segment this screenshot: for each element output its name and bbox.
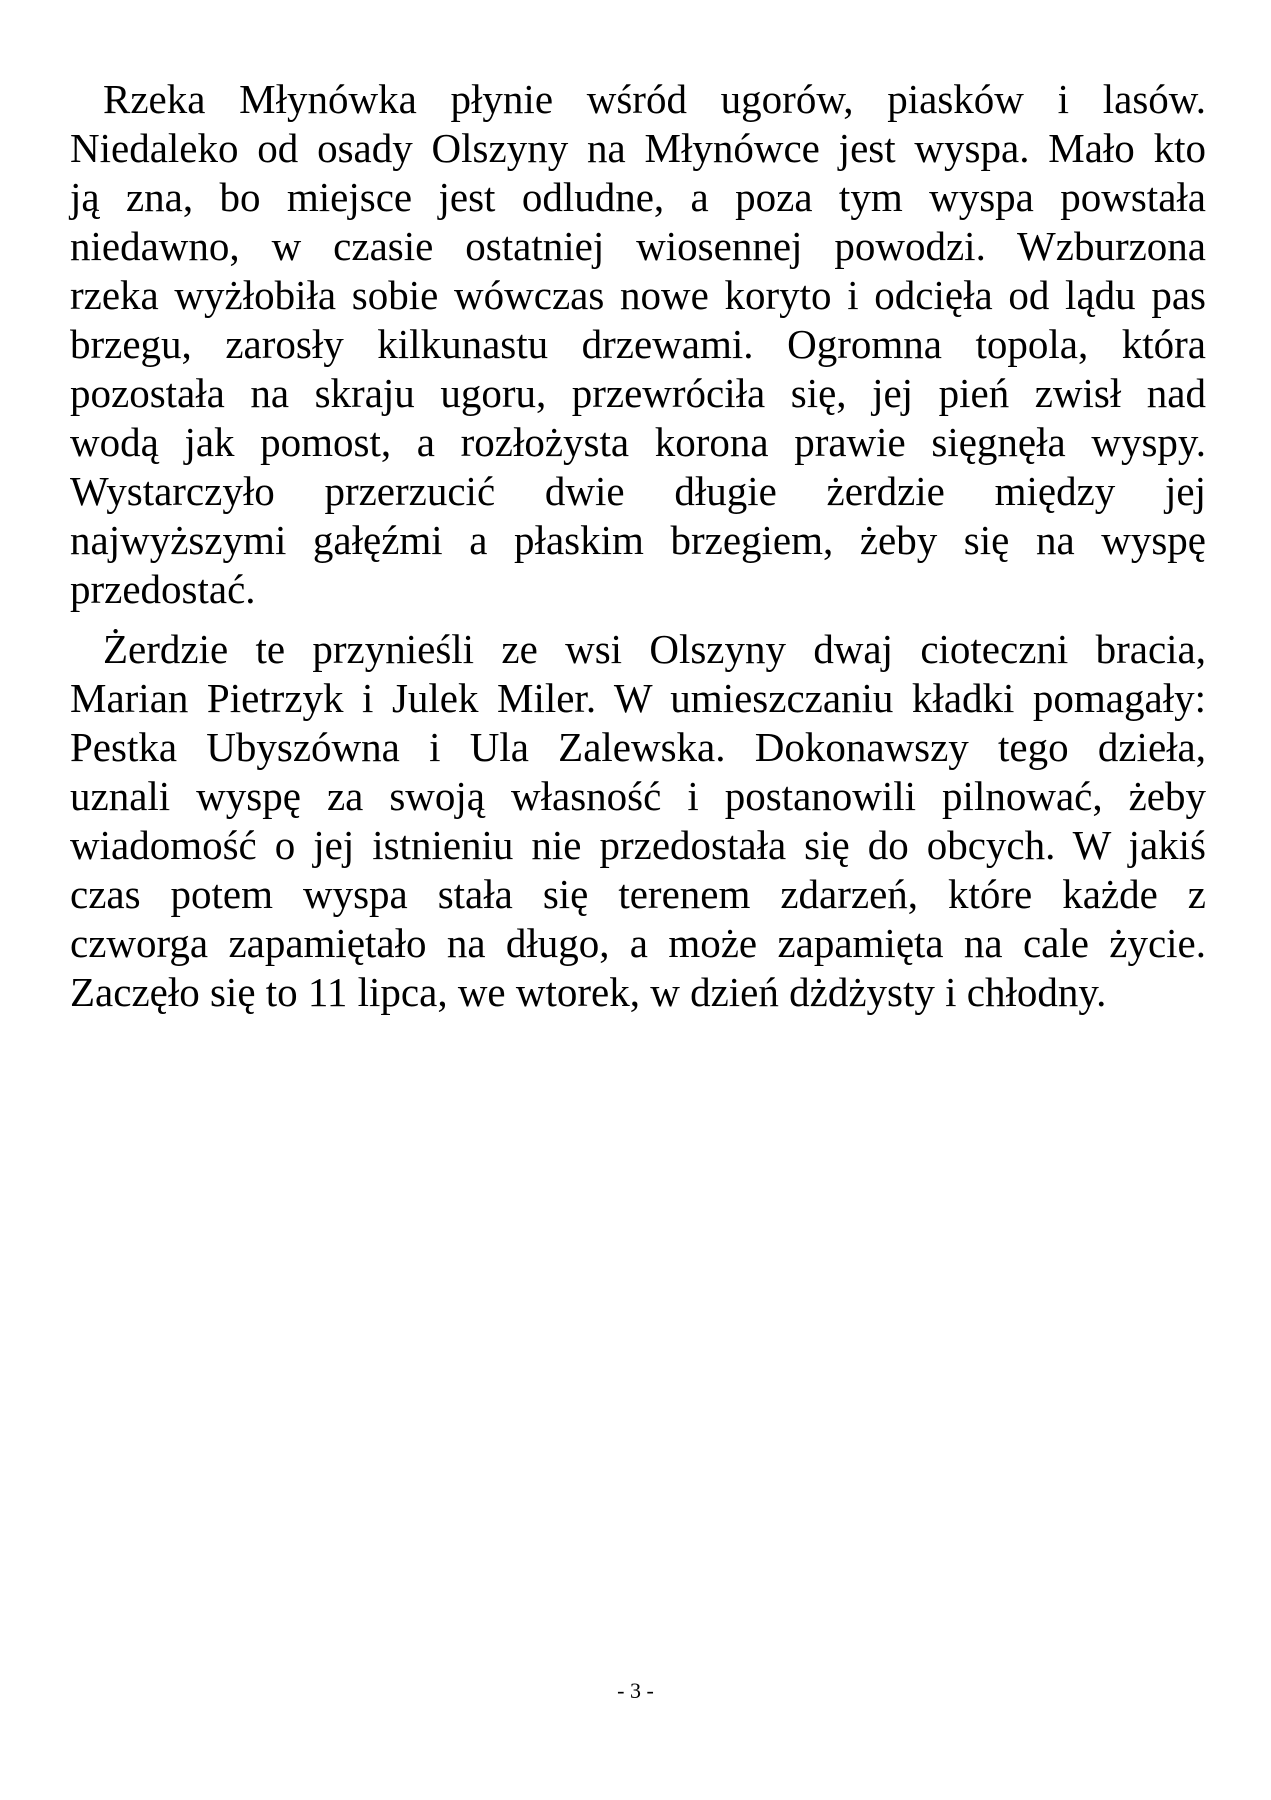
text-line: rzeka wyżłobiła sobie wówczas nowe koryto i odcięła od lądu pas <box>70 272 1206 318</box>
paragraph <box>70 625 1206 1017</box>
text-line: czworga zapamiętało na długo, a może zapamięta na cale życie. <box>70 920 1206 966</box>
text-line: wiadomość o jej istnieniu nie przedostała się do obcych. W jakiś <box>70 822 1206 868</box>
text-line: Niedaleko od osady Olszyny na Młynówce jest wyspa. Mało kto <box>70 125 1206 171</box>
text-line: ją zna, bo miejsce jest odludne, a poza tym wyspa powstała <box>70 174 1206 220</box>
text-line: uznali wyspę za swoją własność i postanowili pilnować, żeby <box>70 773 1206 819</box>
text-line: Żerdzie te przynieśli ze wsi Olszyny dwaj cioteczni bracia, <box>103 626 1206 672</box>
text-line: najwyższymi gałęźmi a płaskim brzegiem, żeby się na wyspę <box>70 517 1206 563</box>
text-line: czas potem wyspa stała się terenem zdarzeń, które każde z <box>70 871 1206 917</box>
paragraph <box>70 75 1206 614</box>
text-line: Rzeka Młynówka płynie wśród ugorów, piasków i lasów. <box>103 76 1206 122</box>
text-line: brzegu, zarosły kilkunastu drzewami. Ogromna topola, która <box>70 321 1206 367</box>
text-line: przedostać. <box>70 566 256 612</box>
text-line: pozostała na skraju ugoru, przewróciła się, jej pień zwisł nad <box>70 370 1206 416</box>
page-body <box>70 75 1206 1028</box>
page-number: - 3 - <box>617 1678 654 1703</box>
text-line: Pestka Ubyszówna i Ula Zalewska. Dokonawszy tego dzieła, <box>70 724 1206 770</box>
text-line: wodą jak pomost, a rozłożysta korona prawie sięgnęła wyspy. <box>70 419 1206 465</box>
text-line: niedawno, w czasie ostatniej wiosennej powodzi. Wzburzona <box>70 223 1206 269</box>
text-line: Wystarczyło przerzucić dwie długie żerdzie między jej <box>70 468 1206 514</box>
text-line: Marian Pietrzyk i Julek Miler. W umieszczaniu kładki pomagały: <box>70 675 1206 721</box>
text-line: Zaczęło się to 11 lipca, we wtorek, w dzień dżdżysty i chłodny. <box>70 969 1107 1015</box>
